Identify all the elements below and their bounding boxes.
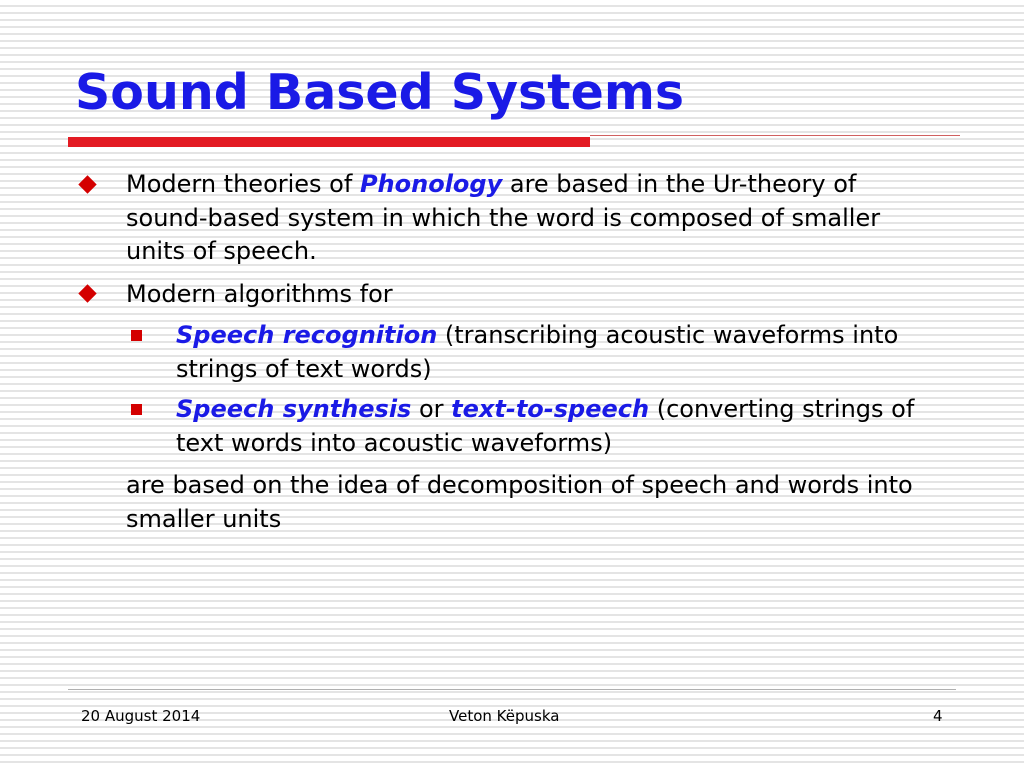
square-bullet-icon <box>131 330 142 341</box>
title-underline-bar <box>68 137 590 147</box>
sub-bullet-speech-recognition <box>176 319 921 386</box>
bullet-text: are based in the Ur-theory of sound-based system in which the word is composed of smaller units of speech. <box>126 170 881 265</box>
footer-author: Veton Këpuska <box>449 707 560 725</box>
diamond-bullet-icon <box>78 175 96 193</box>
footer-divider <box>68 689 956 690</box>
square-bullet-icon <box>131 404 142 415</box>
slide-title: Sound Based Systems <box>75 64 685 121</box>
emphasis-speech-synthesis: Speech synthesis <box>176 395 412 423</box>
title-underline-rule <box>590 135 960 136</box>
sub-bullet-speech-synthesis <box>176 393 921 460</box>
bullet-modern-algorithms: Modern algorithms for <box>126 280 393 308</box>
footer-date: 20 August 2014 <box>81 707 201 725</box>
diamond-bullet-icon <box>78 284 96 302</box>
emphasis-phonology: Phonology <box>359 170 503 198</box>
bullet-phonology <box>126 168 916 269</box>
continuation-text: are based on the idea of decomposition of speech and words into smaller units <box>126 471 913 533</box>
page-number: 4 <box>933 707 943 725</box>
sub-bullet-text: (transcribing acoustic waveforms into strings of text words) <box>176 321 899 383</box>
emphasis-speech-recognition: Speech recognition <box>176 321 438 349</box>
sub-bullet-text: or <box>411 395 452 423</box>
sub-bullet-text: (converting strings of text words into acoustic waveforms) <box>176 395 915 457</box>
bullet-text: Modern theories of <box>126 170 360 198</box>
emphasis-text-to-speech: text-to-speech <box>451 395 650 423</box>
